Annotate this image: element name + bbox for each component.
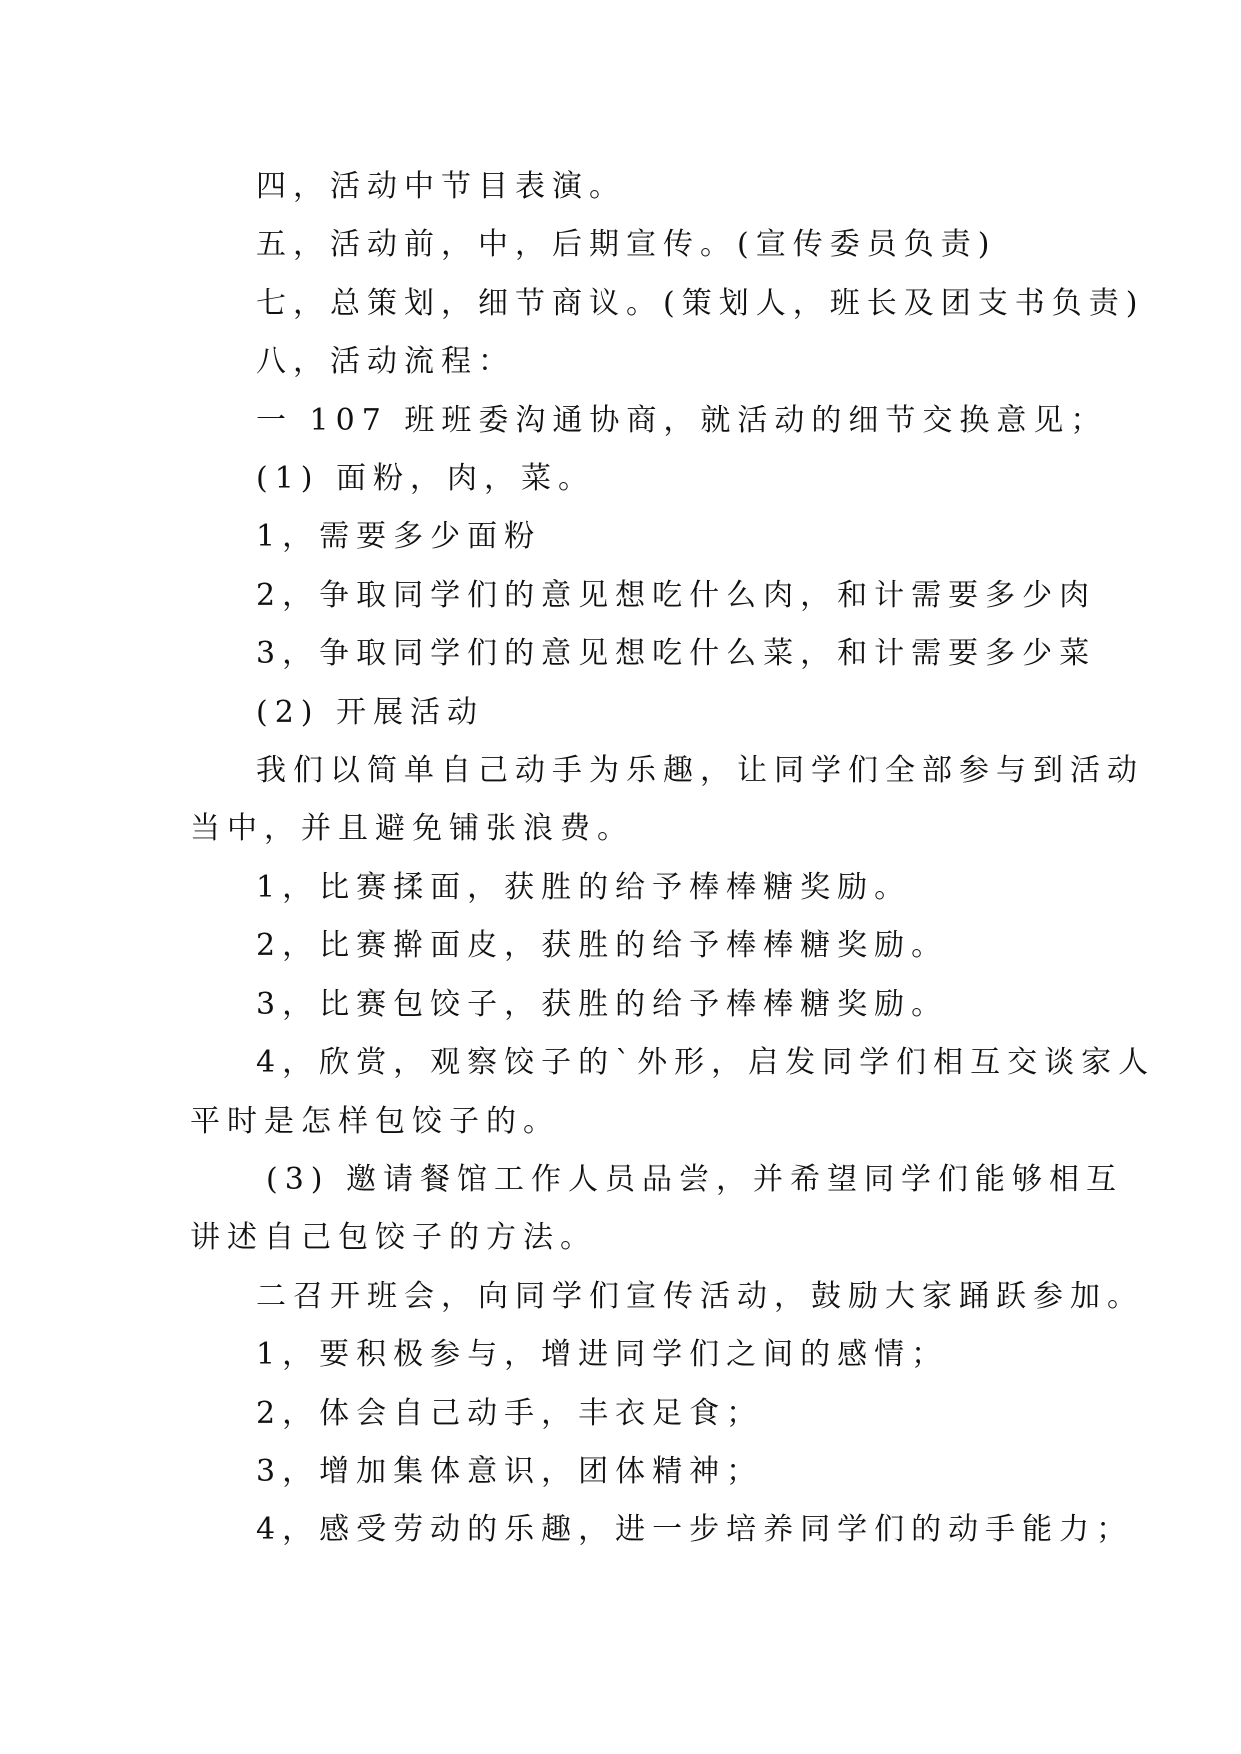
list-item-experience: 2，体会自己动手，丰衣足食； (256, 1395, 764, 1431)
paragraph-sub-3-invite-cont: 讲述自己包饺子的方法。 (190, 1220, 597, 1256)
list-item-knead: 1，比赛揉面，获胜的给予棒棒糖奖励。 (256, 869, 912, 905)
paragraph-sub-2-activity: (2) 开展活动 (256, 694, 485, 730)
paragraph-item-8-process: 八，活动流程： (256, 344, 515, 380)
list-item-labor: 4，感受劳动的乐趣，进一步培养同学们的动手能力； (256, 1512, 1134, 1548)
list-item-meat: 2，争取同学们的意见想吃什么肉，和计需要多少肉 (256, 577, 1097, 613)
list-item-participate: 1，要积极参与，增进同学们之间的感情； (256, 1337, 949, 1373)
paragraph-item-7-planning: 七，总策划，细节商议。(策划人，班长及团支书负责) (256, 285, 1145, 321)
list-item-wrap: 3，比赛包饺子，获胜的给予棒棒糖奖励。 (256, 986, 949, 1022)
document-body (190, 158, 1156, 1560)
list-item-flour: 1，需要多少面粉 (256, 519, 542, 555)
paragraph-step-2-meeting: 二召开班会，向同学们宣传活动，鼓励大家踊跃参加。 (256, 1278, 1144, 1314)
paragraph-activity-intro-cont: 当中，并且避免铺张浪费。 (190, 811, 634, 847)
paragraph-step-1-committee: 一 107 班班委沟通协商，就活动的细节交换意见； (256, 402, 1108, 438)
paragraph-activity-intro: 我们以简单自己动手为乐趣，让同学们全部参与到活动 (256, 753, 1144, 789)
list-item-appreciate: 4，欣赏，观察饺子的`外形，启发同学们相互交谈家人 (256, 1045, 1156, 1081)
list-item-collective: 3，增加集体意识，团体精神； (256, 1453, 764, 1489)
paragraph-sub-3-invite: (3) 邀请餐馆工作人员品尝，并希望同学们能够相互 (266, 1161, 1124, 1197)
list-item-vegetables: 3，争取同学们的意见想吃什么菜，和计需要多少菜 (256, 636, 1097, 672)
paragraph-item-5-publicity: 五，活动前，中，后期宣传。(宣传委员负责) (256, 227, 997, 263)
paragraph-item-4-performance: 四，活动中节目表演。 (256, 169, 626, 204)
list-item-appreciate-cont: 平时是怎样包饺子的。 (190, 1103, 560, 1139)
list-item-roll: 2，比赛擀面皮，获胜的给予棒棒糖奖励。 (256, 928, 949, 964)
paragraph-sub-1-ingredients: (1) 面粉，肉，菜。 (256, 461, 596, 497)
